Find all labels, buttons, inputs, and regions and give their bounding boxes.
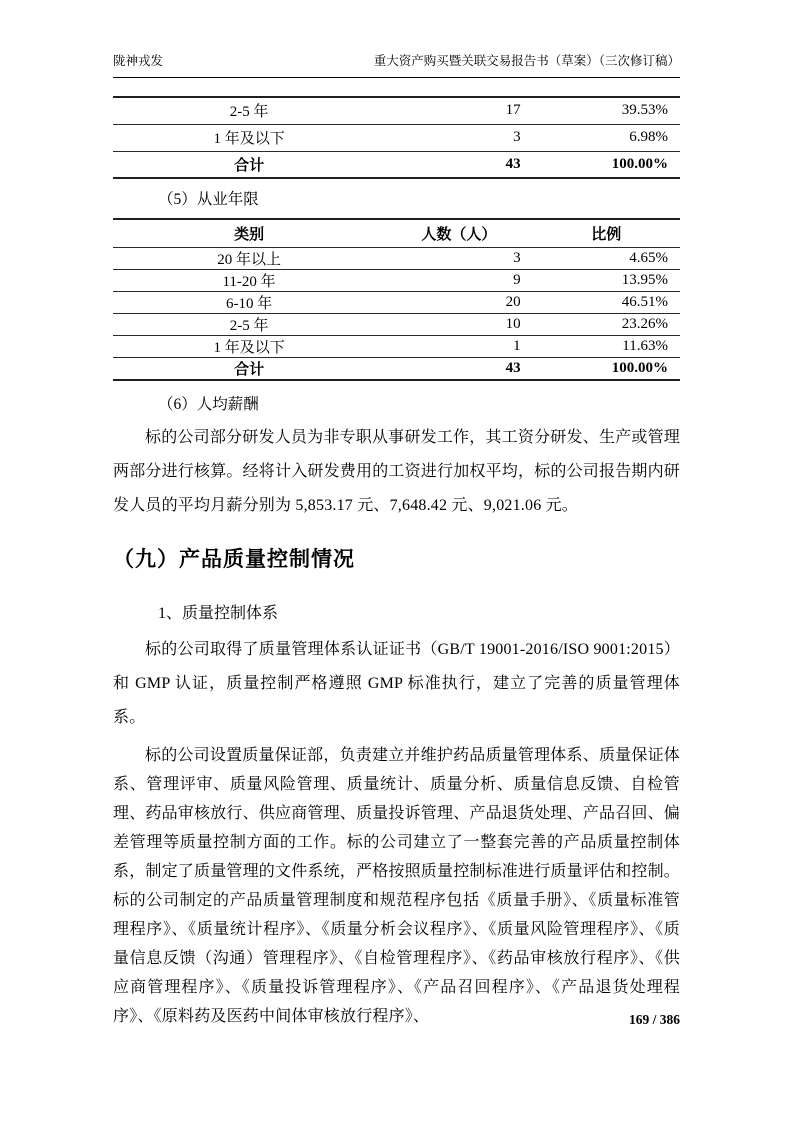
category-cell: 合计 xyxy=(234,157,265,174)
count-cell: 43 xyxy=(505,155,521,172)
ratio-cell: 100.00% xyxy=(611,359,668,376)
category-cell: 2-5 年 xyxy=(113,97,385,124)
experience-years-table xyxy=(113,218,680,381)
ratio-header-cell: 比例 xyxy=(533,219,680,247)
count-cell: 20 xyxy=(385,291,532,313)
qms-certification-paragraph: 标的公司取得了质量管理体系认证证书（GB/T 19001-2016/ISO 9001:2015）和 GMP 认证，质量控制严格遵照 GMP 标准执行，建立了完善的质量管理体系。 xyxy=(113,640,680,726)
table-row xyxy=(113,313,680,335)
count-cell: 43 xyxy=(505,359,521,376)
section-5-heading: （5）从业年限 xyxy=(158,191,259,208)
category-cell: 20 年以上 xyxy=(113,247,385,269)
table-row xyxy=(113,269,680,291)
category-cell: 6-10 年 xyxy=(113,291,385,313)
count-cell: 1 xyxy=(385,335,532,357)
count-cell: 10 xyxy=(385,313,532,335)
running-header xyxy=(113,52,680,78)
table-row xyxy=(113,97,680,124)
ratio-cell: 39.53% xyxy=(533,97,680,124)
category-cell: 1 年及以下 xyxy=(113,335,385,357)
table-row xyxy=(113,124,680,151)
page-number: 169 / 386 xyxy=(628,1012,680,1027)
count-cell: 9 xyxy=(385,269,532,291)
table-row xyxy=(113,247,680,269)
count-cell: 3 xyxy=(385,124,532,151)
ratio-cell: 4.65% xyxy=(533,247,680,269)
category-cell: 合计 xyxy=(234,361,265,378)
section-9-heading: （九）产品质量控制情况 xyxy=(113,547,355,571)
ratio-cell: 23.26% xyxy=(533,313,680,335)
average-salary-paragraph: 标的公司部分研发人员为非专职从事研发工作，其工资分研发、生产或管理两部分进行核算。经将计入研发费用的工资进行加权平均，标的公司报告期内研发人员的平均月薪分别为 5,853.17 元、7,648.42 元、9,021.06 元。 xyxy=(113,428,681,514)
quality-system-paragraph: 标的公司设置质量保证部，负责建立并维护药品质量管理体系、质量保证体系、管理评审、质量风险管理、质量统计、质量分析、质量信息反馈、自检管理、药品审核放行、供应商管理、质量投诉管理、产品退货处理、产品召回、偏差管理等质量控制方面的工作。标的公司建立了一整套完善的产品质量控制体系，制定了质量管理的文件系统，严格按照质量控制标准进行质量评估和控制。标的公司制定的产品质量管理制度和规范程序包括《质量手册》、《质量标准管理程序》、《质量统计程序》、《质量分析会议程序》、《质量风险管理程序》、《质量信息反馈（沟通）管理程序》、《自检管理程序》、《药品审核放行程序》、《供应商管理程序》、《质量投诉管理程序》、《产品召回程序》、《产品退货处理程序》、《原料药及医药中间体审核放行程序》、 xyxy=(113,746,681,1025)
category-header-cell: 类别 xyxy=(113,219,385,247)
ratio-cell: 46.51% xyxy=(533,291,680,313)
category-cell: 1 年及以下 xyxy=(113,124,385,151)
count-header-cell: 人数（人） xyxy=(385,219,532,247)
section-6-heading: （6）人均薪酬 xyxy=(158,395,259,413)
subsection-1-heading: 1、质量控制体系 xyxy=(158,604,279,622)
total-row xyxy=(113,151,680,178)
ratio-cell: 100.00% xyxy=(611,155,668,172)
table-row xyxy=(113,291,680,313)
ratio-cell: 13.95% xyxy=(533,269,680,291)
category-cell: 2-5 年 xyxy=(113,313,385,335)
continuation-table xyxy=(113,96,680,179)
count-cell: 3 xyxy=(385,247,532,269)
ratio-cell: 6.98% xyxy=(533,124,680,151)
count-cell: 17 xyxy=(385,97,532,124)
table-row xyxy=(113,335,680,357)
category-cell: 11-20 年 xyxy=(113,269,385,291)
total-row xyxy=(113,357,680,380)
header-company-name: 陇神戎发 xyxy=(113,54,164,68)
table-header-row xyxy=(113,219,680,247)
header-document-title: 重大资产购买暨关联交易报告书（草案）（三次修订稿） xyxy=(373,54,680,68)
ratio-cell: 11.63% xyxy=(533,335,680,357)
